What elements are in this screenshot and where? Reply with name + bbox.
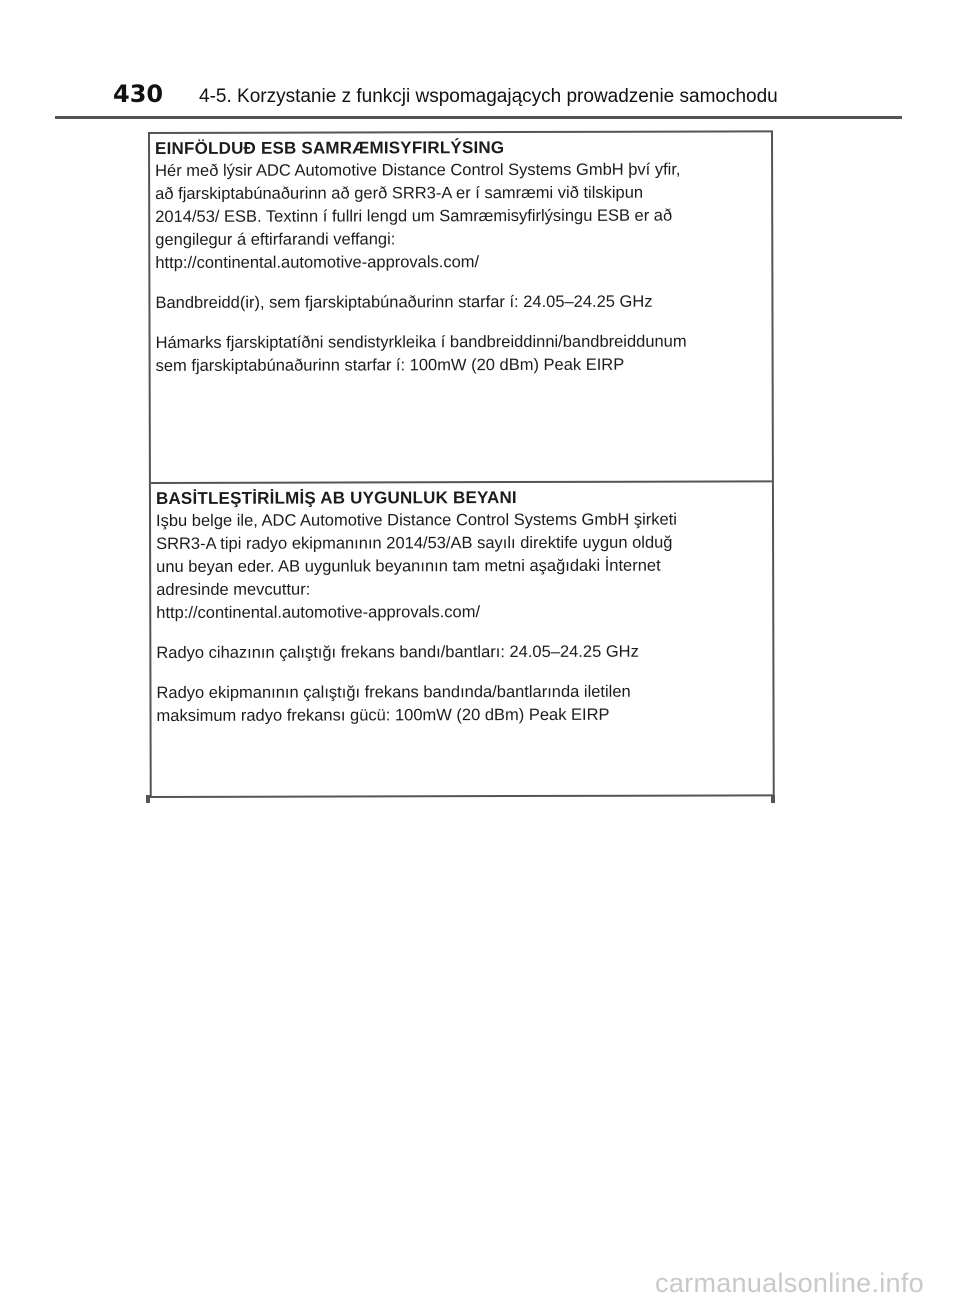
icelandic-intro-line: Hér með lýsir ADC Automotive Distance Control Systems GmbH því yfir, [155, 160, 681, 180]
watermark: carmanualsonline.info [655, 1268, 924, 1298]
icelandic-frequency-line: Bandbreidd(ir), sem fjarskiptabúnaðurinn starfar í: 24.05–24.25 GHz [155, 292, 653, 312]
icelandic-intro-line: 2014/53/ ESB. Textinn í fullri lengd um Samræmisyfirlýsingu ESB er að [155, 206, 673, 226]
declaration-frame [148, 130, 775, 798]
turkish-power-line: maksimum radyo frekansı gücü: 100mW (20 dBm) Peak EIRP [156, 705, 610, 725]
icelandic-intro-line: gengilegur á eftirfarandi veffangi: [155, 230, 396, 249]
turkish-declaration [151, 482, 773, 796]
turkish-intro-line: SRR3-A tipi radyo ekipmanının 2014/53/AB sayılı direktife uygun olduğ [156, 533, 673, 553]
icelandic-power [156, 330, 766, 378]
frame-tick-right [771, 795, 775, 803]
page-header [55, 78, 902, 119]
frame-tick-left [146, 795, 150, 803]
icelandic-frequency [155, 290, 765, 315]
turkish-heading: BASİTLEŞTİRİLMİŞ AB UYGUNLUK BEYANI [155, 488, 517, 508]
turkish-intro-line: adresinde mevcuttur: [156, 580, 311, 599]
turkish-intro [156, 508, 766, 625]
turkish-url: http://continental.automotive-approvals.com/ [156, 603, 481, 622]
turkish-intro-line: unu beyan eder. AB uygunluk beyanının tam metni aşağıdaki İnternet [156, 556, 661, 576]
turkish-power [156, 680, 766, 728]
icelandic-url: http://continental.automotive-approvals.com/ [155, 253, 480, 272]
page-number: 430 [113, 80, 164, 108]
section-title: 4-5. Korzystanie z funkcji wspomagających prowadzenie samochodu [199, 86, 778, 107]
icelandic-intro-line: að fjarskiptabúnaðurinn að gerð SRR3-A er í samræmi við tilskipun [155, 183, 644, 203]
turkish-power-line: Radyo ekipmanının çalıştığı frekans bandında/bantlarında iletilen [156, 682, 631, 702]
icelandic-intro [155, 158, 765, 275]
turkish-intro-line: Işbu belge ile, ADC Automotive Distance Control Systems GmbH şirketi [155, 510, 677, 530]
icelandic-power-line: sem fjarskiptabúnaðurinn starfar í: 100mW (20 dBm) Peak EIRP [155, 355, 625, 375]
icelandic-heading: EINFÖLDUÐ ESB SAMRÆMISYFIRLÝSING [155, 138, 505, 158]
turkish-frequency [156, 640, 766, 665]
icelandic-declaration [150, 132, 772, 484]
icelandic-power-line: Hámarks fjarskiptatíðni sendistyrkleika í bandbreiddinni/bandbreiddunum [155, 332, 687, 352]
turkish-frequency-line: Radyo cihazının çalıştığı frekans bandı/bantları: 24.05–24.25 GHz [156, 642, 639, 662]
